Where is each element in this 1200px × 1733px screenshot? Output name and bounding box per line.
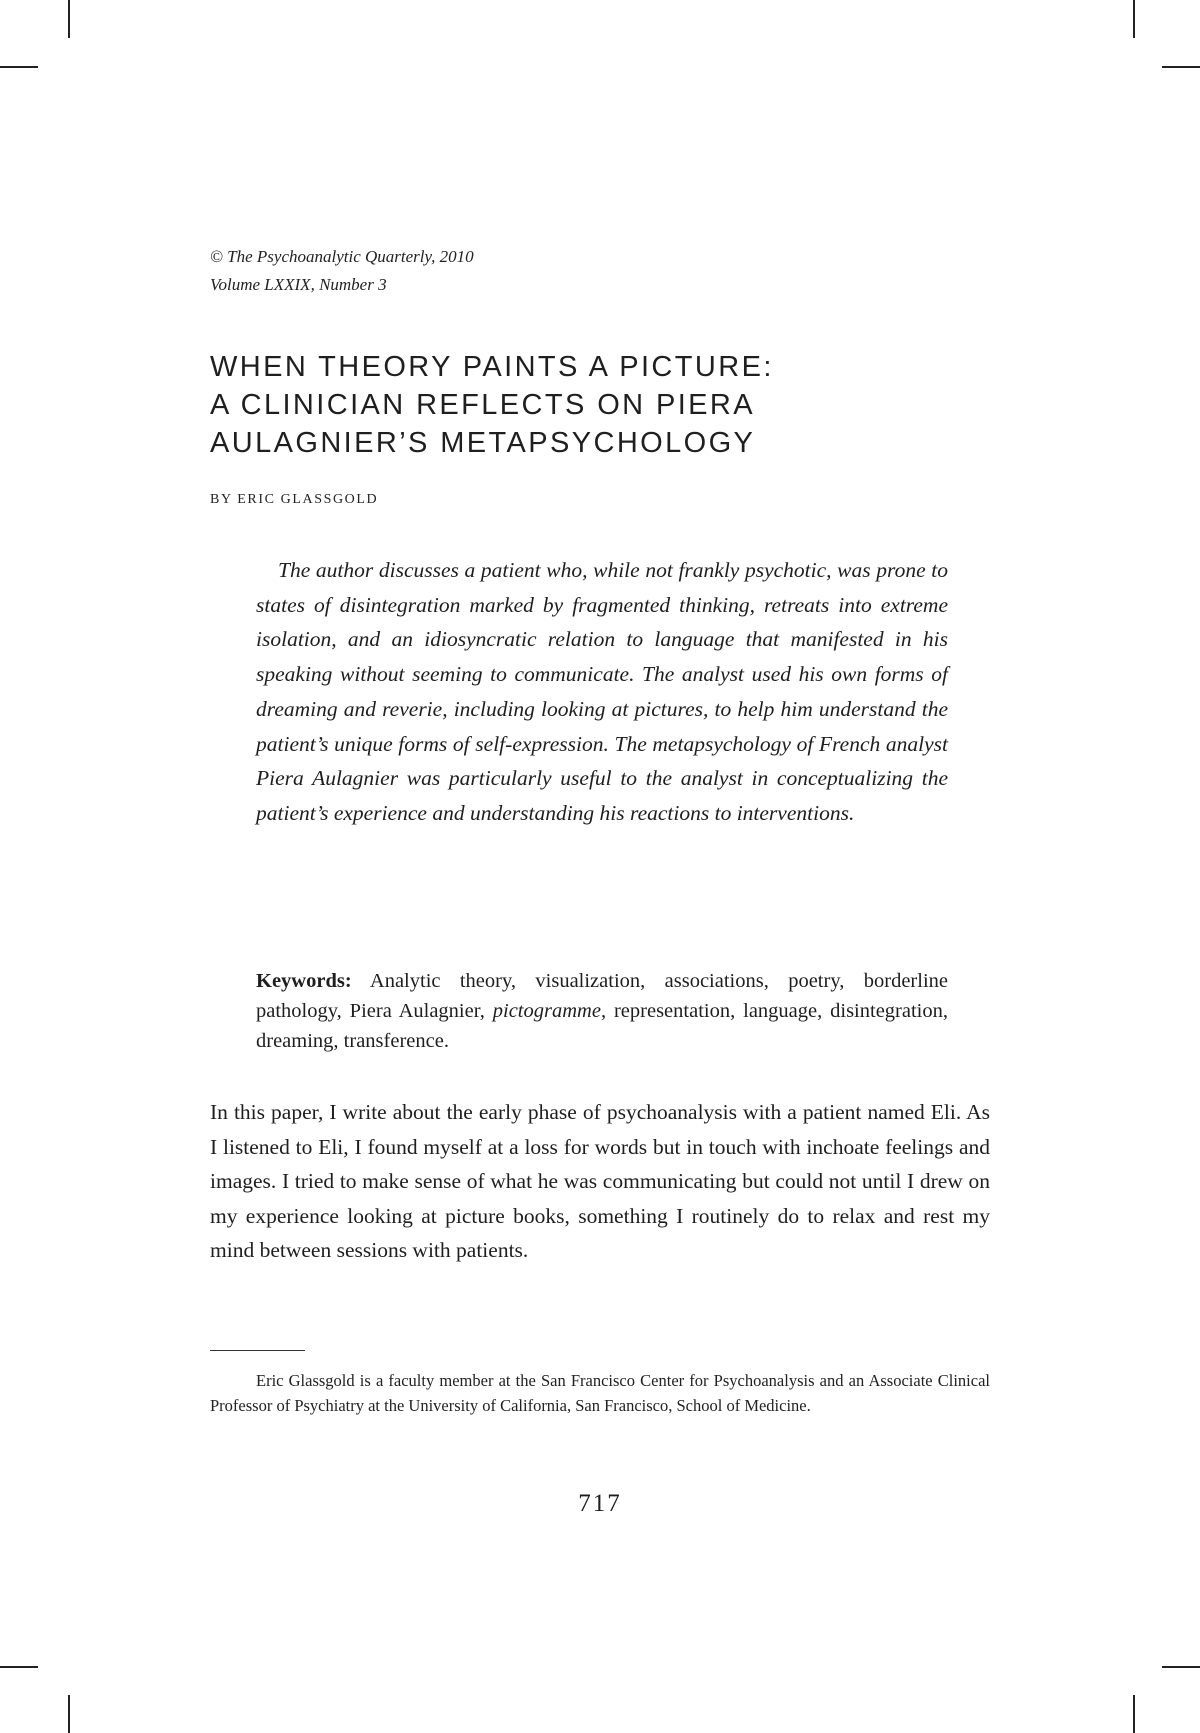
crop-mark-bottom-right-vertical xyxy=(1133,1695,1135,1733)
crop-mark-top-right-horizontal xyxy=(1162,66,1200,68)
article-title-line: WHEN THEORY PAINTS A PICTURE: xyxy=(210,351,774,383)
crop-mark-bottom-left-horizontal xyxy=(0,1666,38,1668)
crop-mark-top-left-vertical xyxy=(68,0,70,38)
journal-copyright-line: © The Psychoanalytic Quarterly, 2010 xyxy=(210,247,474,266)
body-paragraph: In this paper, I write about the early phase of psychoanalysis with a patient named Eli. As I listened to Eli, I found myself at a loss for words but in touch with inchoate feelings and images. I tried to make sense of what he was communicating but could not until I drew on my experience looking at picture books, something I routinely do to relax and rest my mind between sessions with patients. xyxy=(210,1100,990,1262)
keywords-label: Keywords: xyxy=(256,970,352,992)
journal-citation xyxy=(210,243,474,299)
article-title xyxy=(210,348,1010,462)
article-title-line: A CLINICIAN REFLECTS ON PIERA xyxy=(210,389,755,421)
article-title-line: AULAGNIER’S METAPSYCHOLOGY xyxy=(210,427,756,459)
crop-mark-bottom-right-horizontal xyxy=(1162,1666,1200,1668)
author-footnote: Eric Glassgold is a faculty member at the San Francisco Center for Psychoanalysis and an Associate Clinical Professor of Psychiatry at the University of California, San Francisco, School of Medicine. xyxy=(210,1371,990,1415)
page-number: 717 xyxy=(578,1490,622,1517)
crop-mark-bottom-left-vertical xyxy=(68,1695,70,1733)
keywords-text: Analytic theory, visualization, associations, poetry, borderline pathology, Piera Aulagnier, xyxy=(256,970,948,1022)
crop-mark-top-left-horizontal xyxy=(0,66,38,68)
journal-volume-line: Volume LXXIX, Number 3 xyxy=(210,275,387,294)
keywords-emphasis: pictogramme xyxy=(492,1000,601,1022)
keywords-paragraph xyxy=(256,966,948,1056)
author-byline: BY ERIC GLASSGOLD xyxy=(210,492,379,507)
crop-mark-top-right-vertical xyxy=(1133,0,1135,38)
keywords-text-end: , representation, language, disintegration, dreaming, transference. xyxy=(256,1000,948,1052)
abstract-paragraph: The author discusses a patient who, while not frankly psychotic, was prone to states of disintegration marked by fragmented thinking, retreats into extreme isolation, and an idiosyncratic relation to language that manifested in his speaking without seeming to communicate. The analyst used his own forms of dreaming and reverie, including looking at pictures, to help him understand the patient’s unique forms of self-expression. The metapsychology of French analyst Piera Aulagnier was particularly useful to the analyst in conceptualizing the patient’s experience and understanding his reactions to interventions. xyxy=(256,558,948,825)
footnote-divider xyxy=(210,1350,305,1351)
